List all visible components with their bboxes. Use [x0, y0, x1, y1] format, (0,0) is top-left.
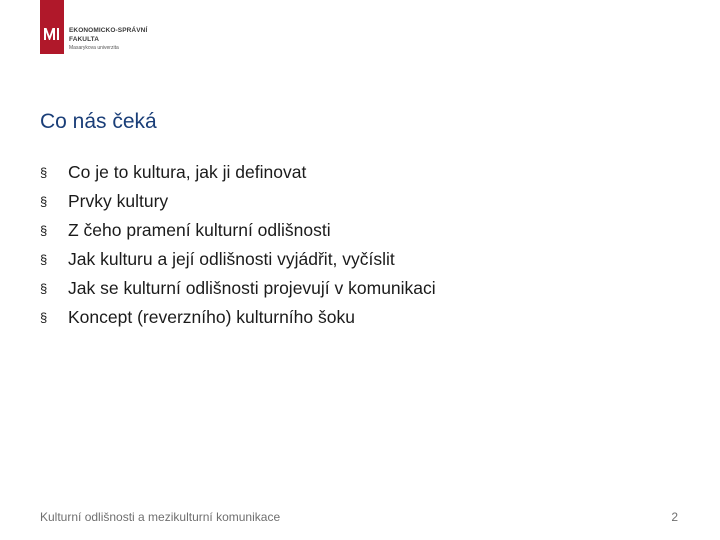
slide-title: Co nás čeká [40, 110, 157, 133]
bullet-marker-icon: § [40, 310, 48, 325]
faculty-logo [40, 0, 147, 54]
bullet-list [40, 158, 436, 332]
bullet-marker-icon: § [40, 252, 48, 267]
logo-line-faculty: EKONOMICKO-SPRÁVNÍ [69, 27, 148, 34]
bullet-marker-icon: § [40, 223, 48, 238]
bullet-item [40, 245, 436, 274]
bullet-text: Jak kulturu a její odlišnosti vyjádřit, vyčíslit [68, 249, 395, 269]
bullet-text: Prvky kultury [68, 191, 169, 211]
bullet-marker-icon: § [40, 194, 48, 209]
university-logo-icon [40, 0, 64, 54]
bullet-text: Jak se kulturní odlišnosti projevují v komunikaci [68, 278, 436, 298]
page-number: 2 [671, 510, 678, 524]
bullet-item [40, 303, 436, 332]
bullet-item [40, 274, 436, 303]
bullet-item [40, 216, 436, 245]
bullet-item [40, 187, 436, 216]
bullet-item [40, 158, 436, 187]
footer-text: Kulturní odlišnosti a mezikulturní komunikace [40, 510, 281, 524]
bullet-marker-icon: § [40, 281, 48, 296]
logo-text [69, 27, 147, 52]
bullet-text: Co je to kultura, jak ji definovat [68, 162, 307, 182]
bullet-text: Koncept (reverzního) kulturního šoku [68, 307, 355, 327]
bullet-marker-icon: § [40, 165, 48, 180]
logo-line-fakulta: FAKULTA [69, 35, 100, 43]
logo-line-university: Masarykova univerzita [69, 45, 119, 51]
bullet-text: Z čeho pramení kulturní odlišnosti [68, 220, 331, 240]
